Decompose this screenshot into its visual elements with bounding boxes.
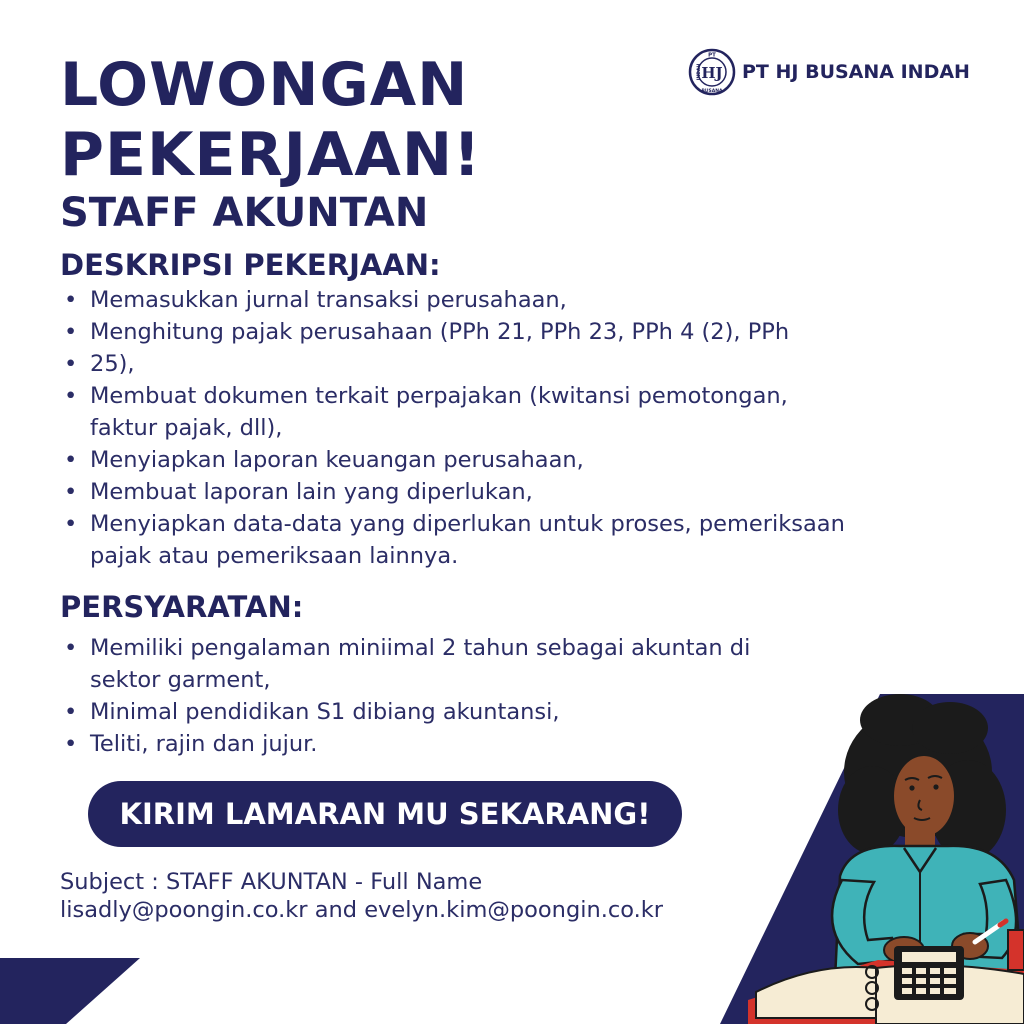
requirements-heading: PERSYARATAN:: [60, 590, 304, 624]
list-item: • 25),: [60, 348, 860, 380]
headline-line-2: PEKERJAAN!: [60, 120, 482, 190]
logo-ring-top: PT: [708, 52, 716, 59]
company-name: PT HJ BUSANA INDAH: [742, 61, 970, 83]
position-title: STAFF AKUNTAN: [60, 190, 429, 236]
apply-now-button[interactable]: KIRIM LAMARAN MU SEKARANG!: [88, 781, 682, 847]
list-item: • Memasukkan jurnal transaksi perusahaan,: [60, 284, 860, 316]
shirt-shape: [834, 846, 1024, 1000]
contact-info: [60, 868, 663, 924]
list-item: • Menghitung pajak perusahaan (PPh 21, PPh 23, PPh 4 (2), PPh: [60, 316, 860, 348]
headline-line-1: LOWONGAN: [60, 50, 469, 120]
page-headline: [60, 50, 481, 190]
job-description-heading: DESKRIPSI PEKERJAAN:: [60, 248, 441, 282]
hair-shape: [838, 694, 1006, 860]
face-details: [905, 776, 942, 820]
pen-icon: [975, 922, 1004, 942]
list-item: • Menyiapkan data-data yang diperlukan untuk proses, pemeriksaan pajak atau pemeriksaan lainnya.: [60, 508, 860, 572]
open-book-icon: [748, 960, 1024, 1024]
company-logo: [688, 46, 970, 98]
logo-letters: HJ: [701, 64, 723, 82]
logo-ring-left: INDAH: [697, 63, 702, 81]
face-shape: [894, 756, 954, 836]
job-description-list: [60, 284, 860, 572]
list-item: • Membuat dokumen terkait perpajakan (kwitansi pemotongan, faktur pajak, dll),: [60, 380, 860, 444]
list-item: • Minimal pendidikan S1 dibiang akuntansi,: [60, 696, 820, 728]
mug-icon: [1008, 930, 1024, 970]
list-item: • Membuat laporan lain yang diperlukan,: [60, 476, 860, 508]
email-addresses[interactable]: lisadly@poongin.co.kr and evelyn.kim@poongin.co.kr: [60, 897, 664, 923]
corner-triangle-decoration: [0, 958, 140, 1024]
list-item: • Memiliki pengalaman miniimal 2 tahun sebagai akuntan di sektor garment,: [60, 632, 820, 696]
list-item: • Teliti, rajin dan jujur.: [60, 728, 820, 760]
email-subject: Subject : STAFF AKUNTAN - Full Name: [60, 869, 483, 895]
hj-emblem-icon: [688, 46, 736, 98]
list-item: • Menyiapkan laporan keuangan perusahaan,: [60, 444, 860, 476]
requirements-list: [60, 632, 820, 760]
logo-ring-bottom: BUSANA: [701, 89, 723, 94]
calculator-icon: [894, 946, 964, 1000]
